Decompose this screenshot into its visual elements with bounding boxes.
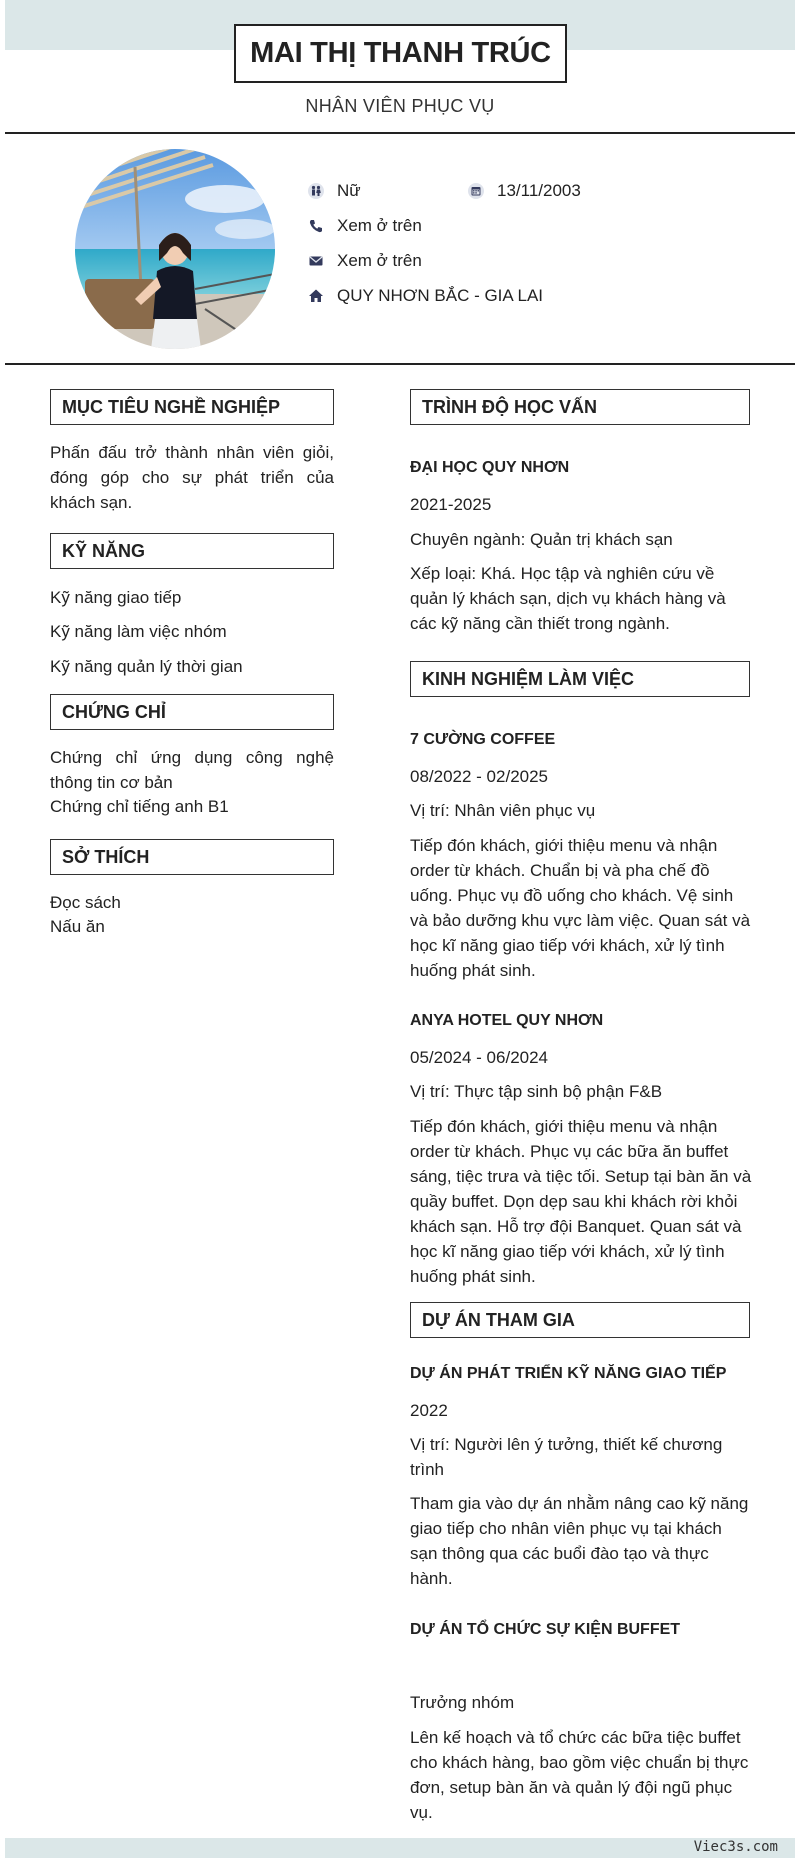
education-school: ĐẠI HỌC QUY NHƠN xyxy=(410,459,570,476)
certificate-item: Chứng chỉ ứng dụng công nghệ thông tin cơ bản xyxy=(50,748,334,792)
calendar-icon xyxy=(467,182,485,200)
hobby-item: Nấu ăn xyxy=(50,917,105,936)
phone-row xyxy=(307,216,422,236)
job-period: 05/2024 - 06/2024 xyxy=(410,1048,549,1067)
job-title: NHÂN VIÊN PHỤC VỤ xyxy=(305,96,495,116)
objective-text: Phấn đấu trở thành nhân viên giỏi, đóng góp cho sự phát triển của khách sạn. xyxy=(50,443,334,512)
hobby-item: Đọc sách xyxy=(50,893,121,912)
certificate-item: Chứng chỉ tiếng anh B1 xyxy=(50,797,229,816)
address-row xyxy=(307,286,543,306)
skill-item: Kỹ năng giao tiếp xyxy=(50,588,182,607)
objective-heading: MỤC TIÊU NGHỀ NGHIỆP xyxy=(50,389,334,425)
gender-text: Nữ xyxy=(337,181,361,200)
footer-band xyxy=(5,1838,795,1858)
job-period: 08/2022 - 02/2025 xyxy=(410,767,549,786)
avatar-photo xyxy=(75,149,275,349)
candidate-name: MAI THỊ THANH TRÚC xyxy=(250,37,551,69)
divider-bottom xyxy=(5,363,795,365)
project-role: Trưởng nhóm xyxy=(410,1693,515,1712)
job-description: Tiếp đón khách, giới thiệu menu và nhận order từ khách. Phục vụ các bữa ăn buffet sáng, tiệc trưa và tiệc tối. Setup tại bàn ăn và quầy buffet. Dọn dẹp sau khi khách rời khỏi khách sạn. Hỗ trợ đội Banquet. Quan sát và học kĩ năng giao tiếp với khách, xử lý tình huống phát sinh. xyxy=(410,1117,752,1286)
phone-icon xyxy=(307,217,325,235)
email-icon xyxy=(307,252,325,270)
avatar xyxy=(75,149,275,349)
education-major: Chuyên ngành: Quản trị khách sạn xyxy=(410,530,673,549)
address-text: QUY NHƠN BẮC - GIA LAI xyxy=(337,286,544,305)
project-name: DỰ ÁN TỔ CHỨC SỰ KIỆN BUFFET xyxy=(410,1621,681,1638)
skills-heading: KỸ NĂNG xyxy=(50,533,334,569)
education-detail: Xếp loại: Khá. Học tập và nghiên cứu về quản lý khách sạn, dịch vụ khách hàng và các kỹ năng cần thiết trong ngành. xyxy=(410,564,726,633)
divider-top xyxy=(5,132,795,134)
skill-item: Kỹ năng làm việc nhóm xyxy=(50,622,227,641)
job-position: Vị trí: Thực tập sinh bộ phận F&B xyxy=(410,1082,663,1101)
gender-row xyxy=(307,181,361,201)
job-company: ANYA HOTEL QUY NHƠN xyxy=(410,1012,604,1029)
job-position: Vị trí: Nhân viên phục vụ xyxy=(410,801,596,820)
job-description: Tiếp đón khách, giới thiệu menu và nhận order từ khách. Chuẩn bị và pha chế đồ uống. Phục vụ đồ uống cho khách. Vệ sinh và bảo dưỡng khu vực làm việc. Quan sát và học kĩ năng giao tiếp với khách, xử lý tình huống phát sinh. xyxy=(410,836,751,980)
certificates-heading: CHỨNG CHỈ xyxy=(50,694,334,730)
project-name: DỰ ÁN PHÁT TRIỂN KỸ NĂNG GIAO TIẾP xyxy=(410,1365,727,1382)
gender-icon xyxy=(307,182,325,200)
project-year: 2022 xyxy=(410,1401,448,1420)
education-heading: TRÌNH ĐỘ HỌC VẤN xyxy=(410,389,750,425)
email-text: Xem ở trên xyxy=(337,251,422,270)
birthday-row xyxy=(467,181,581,201)
watermark: Viec3s.com xyxy=(693,1839,778,1855)
projects-heading: DỰ ÁN THAM GIA xyxy=(410,1302,750,1338)
experience-heading: KINH NGHIỆM LÀM VIỆC xyxy=(410,661,750,697)
skill-item: Kỹ năng quản lý thời gian xyxy=(50,657,243,676)
email-row xyxy=(307,251,422,271)
project-description: Lên kế hoạch và tổ chức các bữa tiệc buffet cho khách hàng, bao gồm việc chuẩn bị thực đơn, setup bàn ăn và quản lý đội ngũ phục vụ. xyxy=(410,1728,749,1822)
hobbies-heading: SỞ THÍCH xyxy=(50,839,334,875)
education-period: 2021-2025 xyxy=(410,495,492,514)
phone-text: Xem ở trên xyxy=(337,216,422,235)
name-box xyxy=(234,24,567,83)
job-company: 7 CƯỜNG COFFEE xyxy=(410,731,556,748)
birthday-text: 13/11/2003 xyxy=(497,181,581,200)
project-description: Tham gia vào dự án nhằm nâng cao kỹ năng giao tiếp cho nhân viên phục vụ tại khách sạn thông qua các buổi đào tạo và thực hành. xyxy=(410,1494,749,1588)
project-role: Vị trí: Người lên ý tưởng, thiết kế chương trình xyxy=(410,1435,723,1479)
home-icon xyxy=(307,287,325,305)
